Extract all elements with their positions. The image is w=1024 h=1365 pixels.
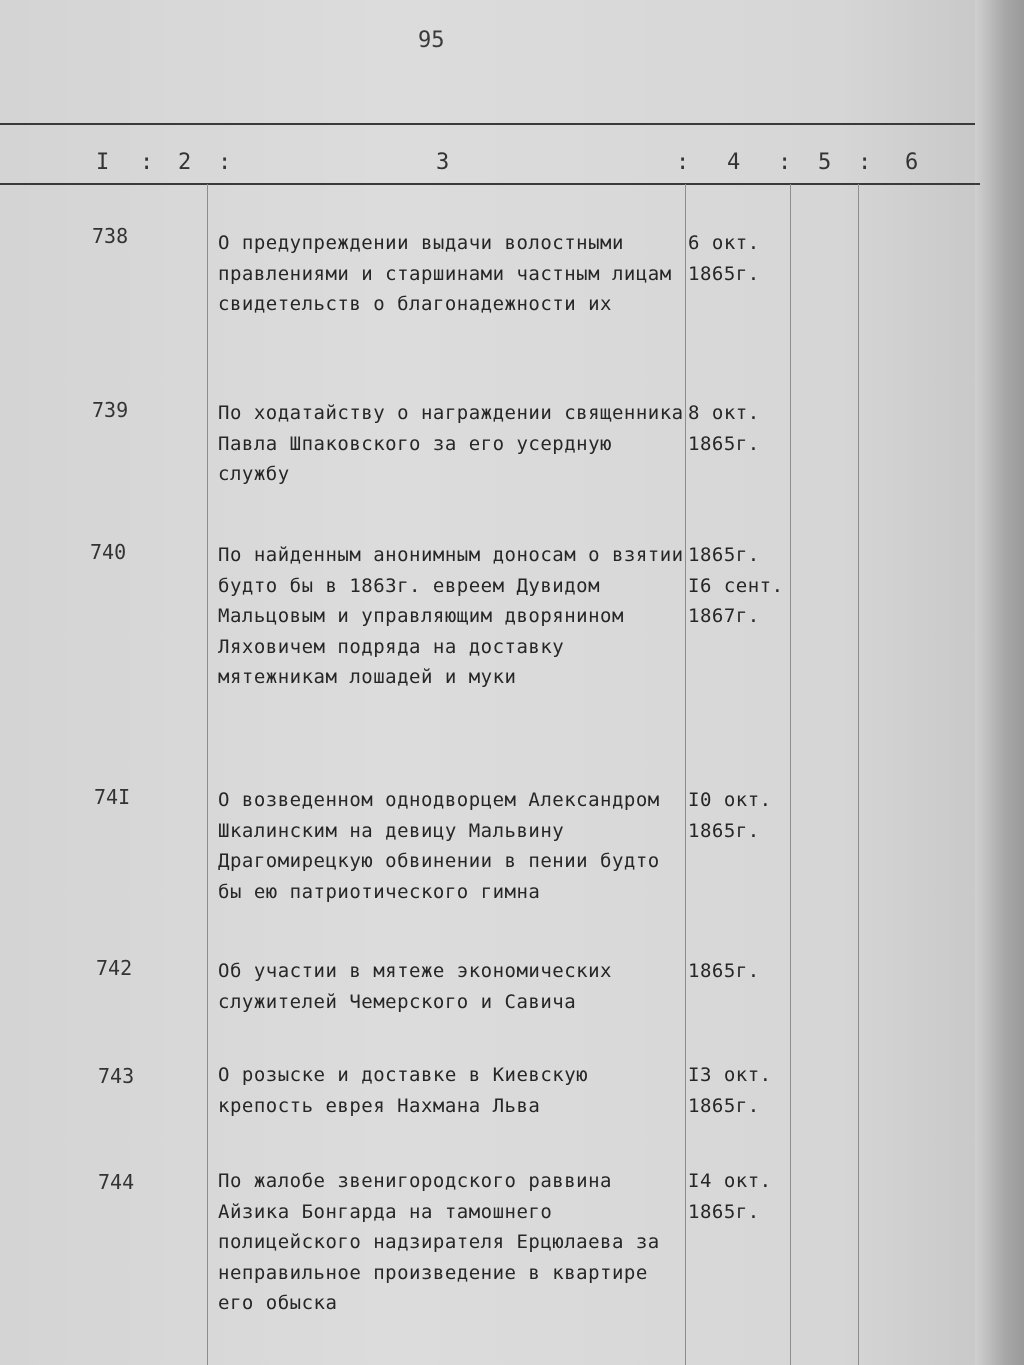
- case-date: I3 окт. 1865г.: [688, 1064, 772, 1117]
- column-divider: [207, 184, 208, 1365]
- case-description: По ходатайству о награждении священника Павла Шпаковского за его усердную службу: [218, 402, 684, 485]
- header-separator: :: [778, 150, 792, 175]
- column-header-3: 3: [436, 150, 450, 175]
- page-edge: [975, 0, 1024, 1365]
- header-separator: :: [676, 150, 690, 175]
- case-date: 1865г. I6 сент. 1867г.: [688, 544, 784, 627]
- case-description: О розыске и доставке в Киевскую крепость еврея Нахмана Льва: [218, 1064, 589, 1117]
- case-number: 744: [98, 1170, 135, 1194]
- column-divider: [858, 184, 859, 1365]
- case-number: 743: [98, 1064, 135, 1088]
- column-header-6: 6: [905, 150, 919, 175]
- case-date: I4 окт. 1865г.: [688, 1170, 772, 1223]
- case-number: 738: [92, 224, 129, 248]
- case-description: Об участии в мятеже экономических служителей Чемерского и Савича: [218, 960, 612, 1013]
- case-description: По жалобе звенигородского раввина Айзика Бонгарда на тамошнего полицейского надзирателя Ерцюлаева за неправильное произведение в квартире его обыска: [218, 1170, 660, 1314]
- case-description: О предупреждении выдачи волостными правлениями и старшинами частным лицам свидетельств о благонадежности их: [218, 232, 672, 315]
- case-number: 74I: [94, 785, 131, 809]
- case-date: 6 окт. 1865г.: [688, 232, 760, 285]
- header-bottom-rule: [0, 183, 980, 185]
- case-number: 739: [92, 398, 129, 422]
- header-separator: :: [858, 150, 872, 175]
- case-date: I0 окт. 1865г.: [688, 789, 772, 842]
- page-number: 95: [418, 28, 445, 53]
- case-number: 740: [90, 540, 127, 564]
- header-top-rule: [0, 123, 975, 125]
- case-date: 8 окт. 1865г.: [688, 402, 760, 455]
- column-header-4: 4: [727, 150, 741, 175]
- case-date: 1865г.: [688, 960, 760, 982]
- header-separator: :: [218, 150, 232, 175]
- column-header-2: 2: [178, 150, 192, 175]
- column-divider: [790, 184, 791, 1365]
- header-separator: :: [140, 150, 154, 175]
- case-description: О возведенном однодворцем Александром Шкалинским на девицу Мальвину Драгомирецкую обвинении в пении будто бы ею патриотического гимна: [218, 789, 660, 903]
- column-header-5: 5: [818, 150, 832, 175]
- column-header-1: I: [96, 150, 110, 175]
- case-description: По найденным анонимным доносам о взятии будто бы в 1863г. евреем Дувидом Мальцовым и управляющим дворянином Ляховичем подряда на доставку мятежникам лошадей и муки: [218, 544, 684, 688]
- case-number: 742: [96, 956, 133, 980]
